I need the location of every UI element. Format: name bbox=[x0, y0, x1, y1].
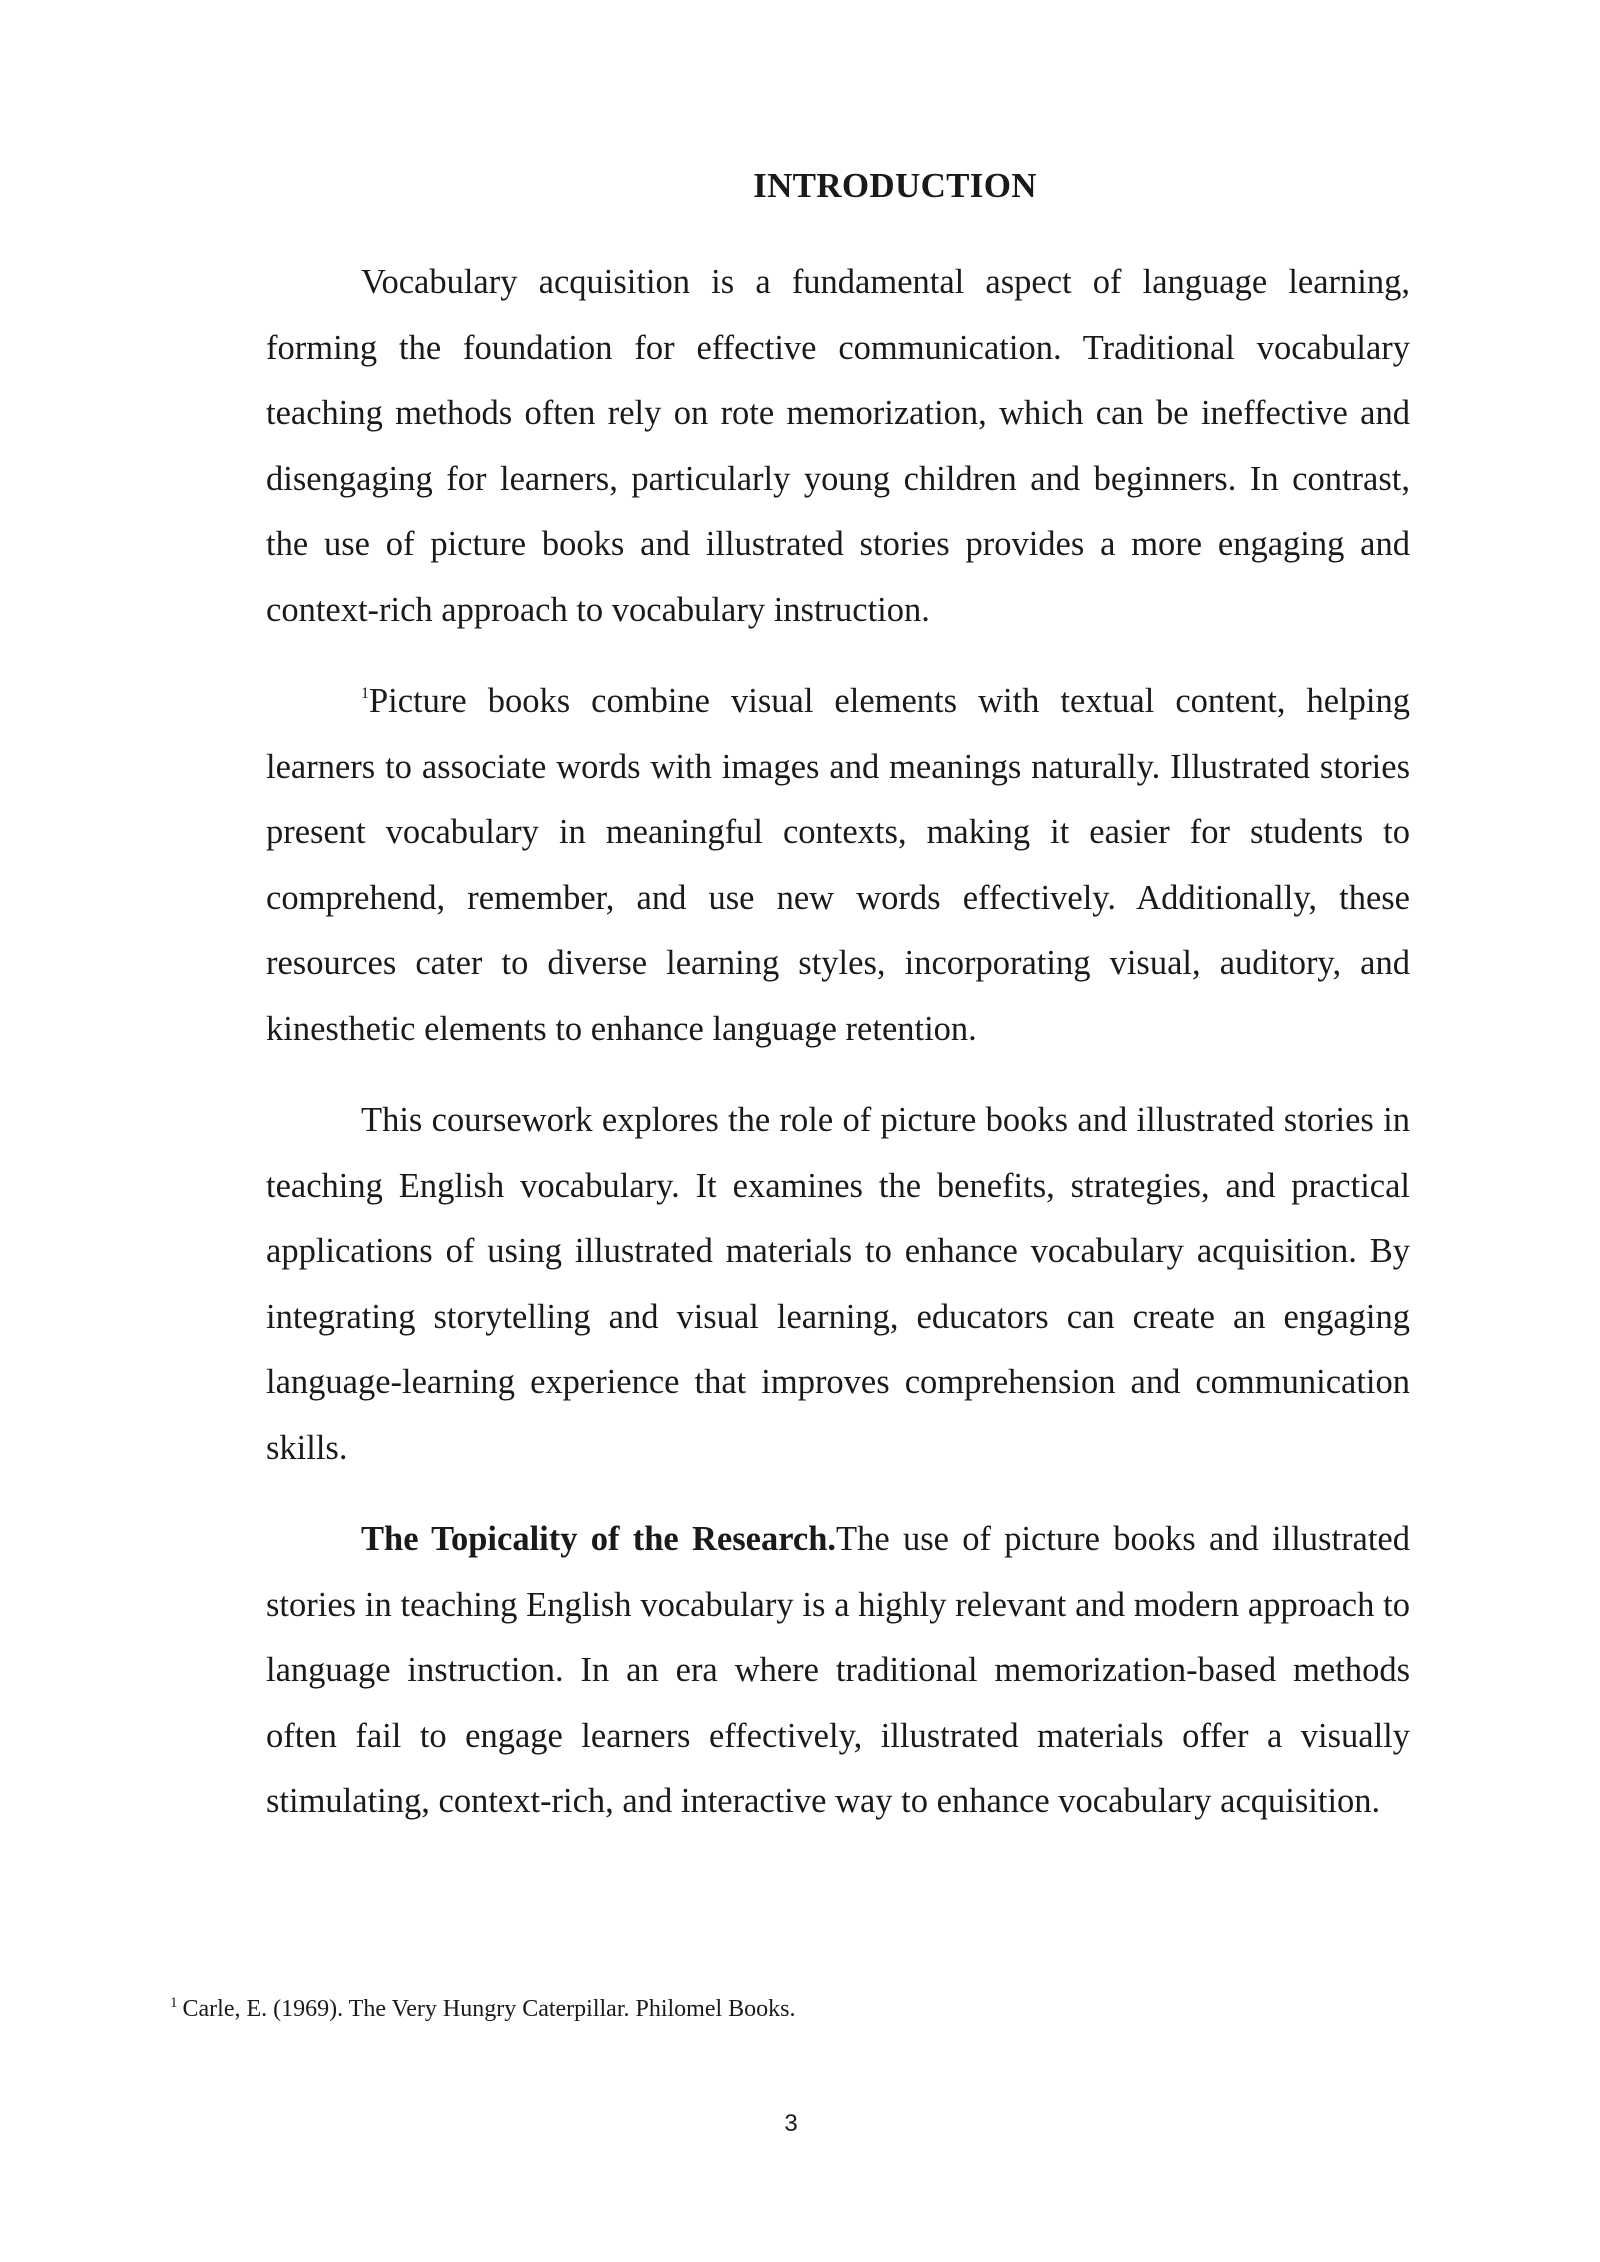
paragraph-text: The use of picture books and illustrated stories in teaching English vocabulary is a highly relevant and modern approach to language instruction. In an era where traditional memorization-based methods often fail to engage learners effectively, illustrated materials offer a visually stimulating, context-rich, and interactive way to enhance vocabulary acquisition. bbox=[266, 1520, 1410, 1820]
paragraph-coursework bbox=[266, 1088, 1410, 1481]
paragraph-picture-books bbox=[266, 669, 1410, 1062]
page-number: 3 bbox=[784, 2110, 798, 2137]
paragraph-text: Vocabulary acquisition is a fundamental aspect of language learning, forming the foundation for effective communication. Traditional vocabulary teaching methods often rely on rote memorization, which can be ineffective and disengaging for learners, particularly young children and beginners. In contrast, the use of picture books and illustrated stories provides a more engaging and context-rich approach to vocabulary instruction. bbox=[266, 263, 1410, 629]
paragraph-lead-heading: The Topicality of the Research. bbox=[361, 1520, 837, 1558]
paragraph-text: This coursework explores the role of picture books and illustrated stories in teaching English vocabulary. It examines the benefits, strategies, and practical applications of using illustrated materials to enhance vocabulary acquisition. By integrating storytelling and visual learning, educators can create an engaging language-learning experience that improves comprehension and communication skills. bbox=[266, 1101, 1410, 1467]
section-heading: INTRODUCTION bbox=[753, 166, 1037, 205]
footnote bbox=[170, 1993, 1470, 2025]
footnote-marker: 1 bbox=[170, 1995, 178, 2011]
footnote-text: Carle, E. (1969). The Very Hungry Caterpillar. Philomel Books. bbox=[182, 1996, 796, 2022]
paragraph-text: Picture books combine visual elements with textual content, helping learners to associate words with images and meanings naturally. Illustrated stories present vocabulary in meaningful contexts, making it easier for students to comprehend, remember, and use new words effectively. Additionally, these resources cater to diverse learning styles, incorporating visual, auditory, and kinesthetic elements to enhance language retention. bbox=[266, 682, 1410, 1048]
paragraph-topicality bbox=[266, 1507, 1410, 1835]
body-text bbox=[266, 250, 1410, 1835]
footnote-reference[interactable]: 1 bbox=[361, 685, 369, 702]
paragraph-intro bbox=[266, 250, 1410, 643]
